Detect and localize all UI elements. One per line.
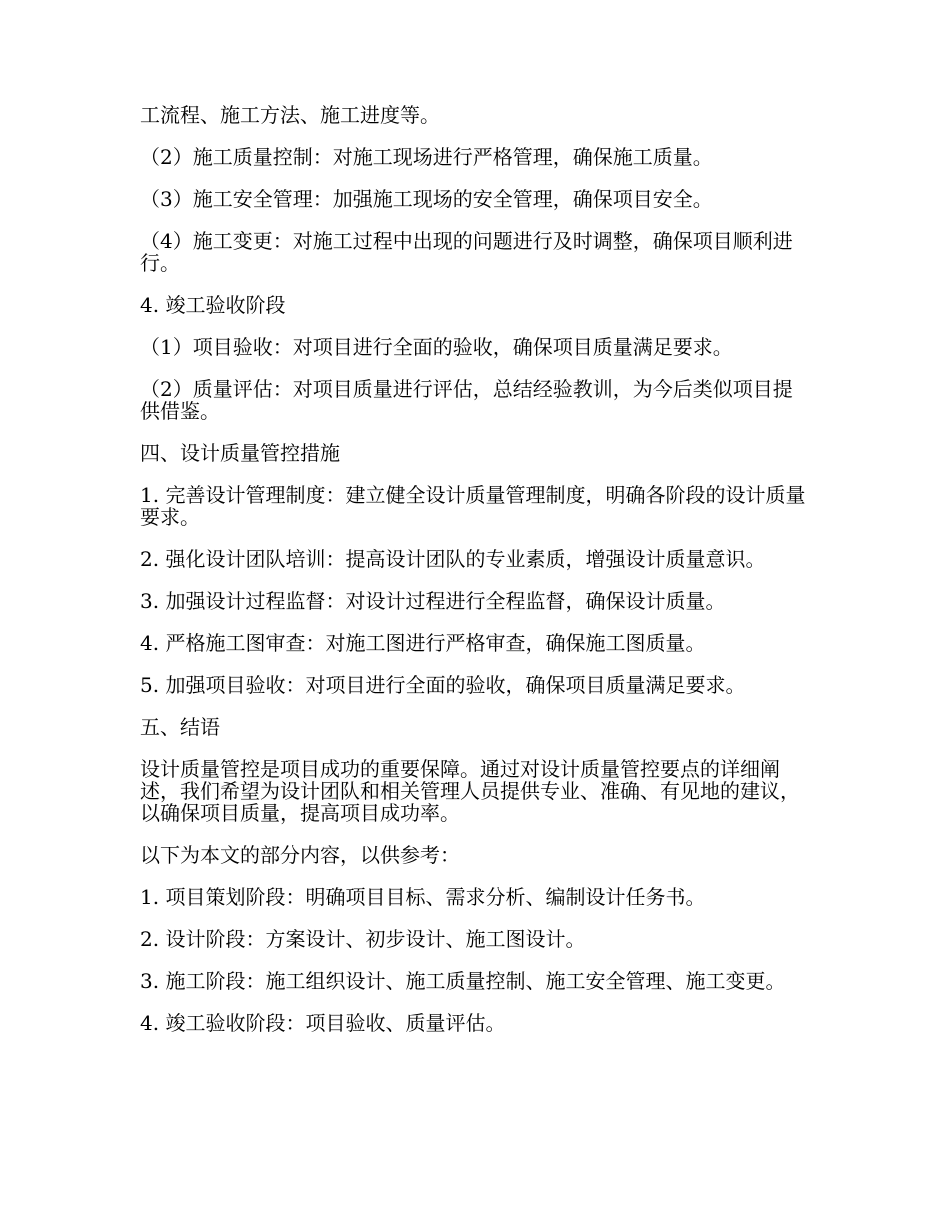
paragraph: 工流程、施工方法、施工进度等。 <box>140 103 440 127</box>
section-heading: 五、结语 <box>140 715 220 739</box>
paragraph: 2. 设计阶段：方案设计、初步设计、施工图设计。 <box>140 927 586 951</box>
paragraph: （3）施工安全管理：加强施工现场的安全管理，确保项目安全。 <box>140 187 713 211</box>
paragraph: 2. 强化设计团队培训：提高设计团队的专业素质，增强设计质量意识。 <box>140 547 766 571</box>
paragraph: （1）项目验收：对项目进行全面的验收，确保项目质量满足要求。 <box>140 335 733 359</box>
paragraph: 以下为本文的部分内容，以供参考： <box>140 843 460 867</box>
paragraph: 5. 加强项目验收：对项目进行全面的验收，确保项目质量满足要求。 <box>140 673 746 697</box>
paragraph: （2）施工质量控制：对施工现场进行严格管理，确保施工质量。 <box>140 145 713 169</box>
paragraph: 3. 施工阶段：施工组织设计、施工质量控制、施工安全管理、施工变更。 <box>140 969 786 993</box>
section-heading: 四、设计质量管控措施 <box>140 441 340 465</box>
paragraph: 设计质量管控是项目成功的重要保障。通过对设计质量管控要点的详细阐述，我们希望为设计团队和相关管理人员提供专业、准确、有见地的建议，以确保项目质量，提高项目成功率。 <box>140 757 800 825</box>
paragraph: 3. 加强设计过程监督：对设计过程进行全程监督，确保设计质量。 <box>140 589 726 613</box>
paragraph: （4）施工变更：对施工过程中出现的问题进行及时调整，确保项目顺利进行。 <box>140 229 793 275</box>
section-heading: 4. 竣工验收阶段 <box>140 293 286 317</box>
paragraph: （2）质量评估：对项目质量进行评估，总结经验教训，为今后类似项目提供借鉴。 <box>140 377 793 423</box>
paragraph: 4. 竣工验收阶段：项目验收、质量评估。 <box>140 1011 506 1035</box>
paragraph: 4. 严格施工图审查：对施工图进行严格审查，确保施工图质量。 <box>140 631 706 655</box>
paragraph: 1. 项目策划阶段：明确项目目标、需求分析、编制设计任务书。 <box>140 885 706 909</box>
paragraph: 1. 完善设计管理制度：建立健全设计质量管理制度，明确各阶段的设计质量要求。 <box>140 483 806 529</box>
